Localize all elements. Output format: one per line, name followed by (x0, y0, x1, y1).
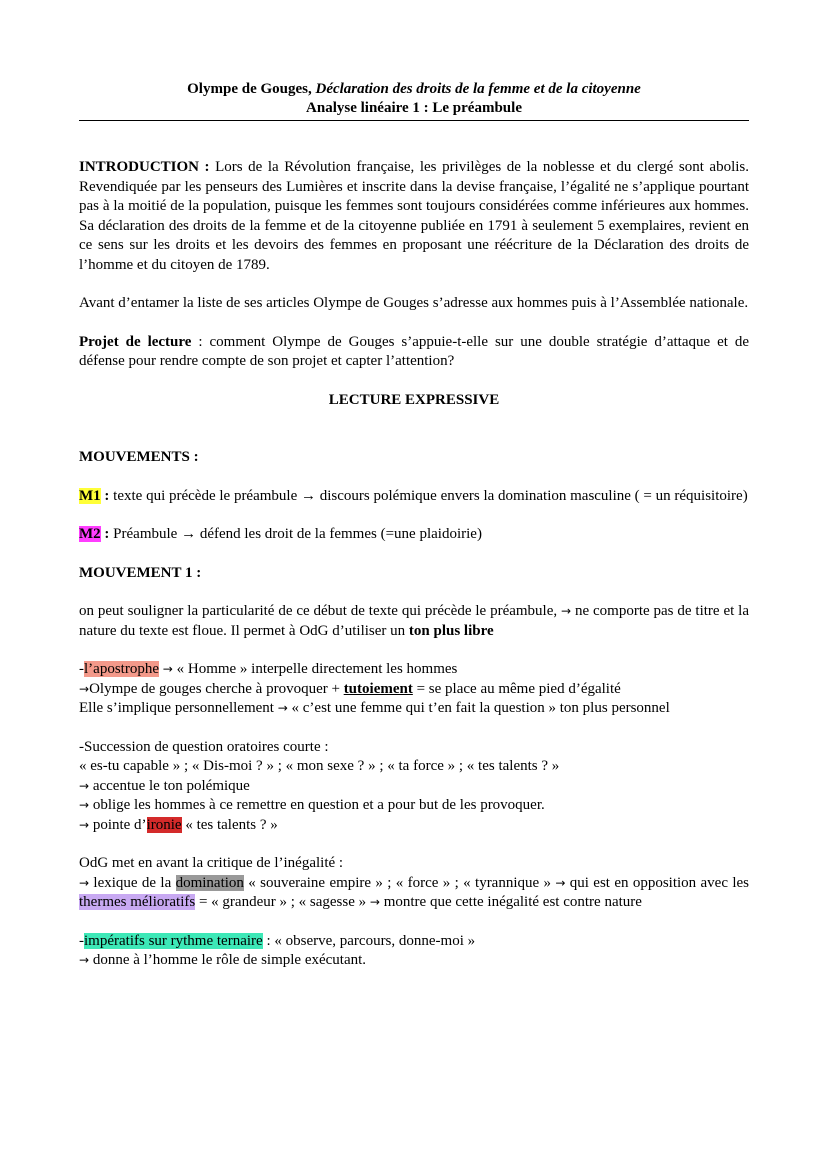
document-header (79, 80, 749, 118)
ton-plus-libre: ton plus libre (408, 622, 494, 639)
arrow-icon: → (158, 662, 173, 676)
questions-line-3: → accentue le ton polémique (79, 777, 250, 794)
inegalite-line-1: OdG met en avant la critique de l’inégalité : (79, 855, 344, 871)
questions-line-2: « es-tu capable » ; « Dis-moi ? » ; « mon sexe ? » ; « ta force » ; « tes talents ? » (79, 758, 560, 774)
thermes-melioratifs-highlight: thermes mélioratifs (79, 894, 196, 910)
arrow-icon: → (369, 895, 380, 909)
ironie-highlight: ironie (146, 816, 182, 833)
document-body (79, 158, 749, 971)
arrow-icon: → (79, 875, 90, 890)
apostrophe-line-3: Elle s’implique personnellement → « c’est une femme qui t’en fait la question » ton plus personnel (79, 700, 670, 716)
arrow-icon: → (79, 681, 90, 696)
mouvements-heading: MOUVEMENTS : (79, 449, 199, 465)
projet-label: Projet de lecture (79, 333, 192, 350)
questions-line-4: → oblige les hommes à ce remettre en question et a pour but de les provoquer. (79, 797, 545, 813)
questions-line-1: -Succession de question oratoires courte : (79, 738, 329, 755)
apostrophe-line-2: →Olympe de gouges cherche à provoquer + tutoiement = se place au même pied d’égalité (79, 680, 621, 697)
imperatifs-line-2: → donne à l’homme le rôle de simple exécutant. (79, 952, 367, 968)
lecture-heading: LECTURE EXPRESSIVE (328, 391, 500, 408)
imperatifs-line-1: -impératifs sur rythme ternaire : « observe, parcours, donne-moi » (79, 932, 476, 949)
m2-paragraph: M2 : Préambule → défend les droit de la femmes (=une plaidoirie) (79, 526, 482, 542)
arrow-icon: → (277, 701, 288, 715)
author-name: Olympe de Gouges, (187, 81, 316, 97)
tutoiement: tutoiement (343, 680, 413, 697)
arrow-icon: → (79, 798, 90, 812)
arrow-icon: → (561, 604, 572, 618)
arrow-icon: → (79, 817, 90, 832)
m2-label: M2 (79, 526, 101, 542)
arrow-icon: → (79, 953, 90, 967)
arrow-icon: → (79, 778, 90, 793)
questions-line-5: → pointe d’ironie « tes talents ? » (79, 816, 278, 833)
apostrophe-line-1: -l’apostrophe → « Homme » interpelle directement les hommes (79, 661, 458, 677)
introduction-text: Lors de la Révolution française, les privilèges de la noblesse et du clergé sont abolis. Revendiquée par les penseurs des Lumières et inscrite dans la devise française, l’égalité ne s’applique pourtant pas à la moitié de la population, puisque les femmes sont toujours considérées comme inférieures aux hommes. Sa déclaration des droits de la femme et de la citoyenne publiée en 1791 à seulement 5 exemplaires, revient en ce sens sur les droits et les devoirs des femmes en proposant une réécriture de la Déclaration des droits de l’homme et du citoyen de 1789. (79, 159, 749, 273)
projet-paragraph (79, 333, 749, 372)
m1-intro-paragraph: on peut souligner la particularité de ce début de texte qui précède le préambule, → ne comporte pas de titre et la nature du texte est floue. Il permet à OdG d’utiliser un ton plus libre (79, 603, 749, 639)
inegalite-paragraph: → lexique de la domination « souveraine empire » ; « force » ; « tyrannique » → qui est en opposition avec les thermes mélioratifs = « grandeur » ; « sagesse » → montre que cette inégalité est contre nature (79, 874, 749, 910)
arrow-icon: → (181, 526, 197, 542)
header-rule (79, 120, 749, 121)
introduction-label: INTRODUCTION : (79, 159, 210, 175)
header-line-1 (79, 80, 749, 99)
imperatifs-highlight: impératifs sur rythme ternaire (84, 932, 263, 949)
mouvement1-heading: MOUVEMENT 1 : (79, 564, 202, 581)
domination-highlight: domination (175, 874, 244, 891)
arrow-icon: → (301, 487, 316, 504)
avant-paragraph: Avant d’entamer la liste de ses articles Olympe de Gouges s’adresse aux hommes puis à l’Assemblée nationale. (79, 295, 749, 311)
arrow-icon: → (555, 875, 566, 890)
header-line-2: Analyse linéaire 1 : Le préambule (306, 100, 522, 116)
apostrophe-highlight: l’apostrophe (84, 661, 159, 677)
m1-label: M1 (79, 487, 101, 504)
m1-paragraph: M1 : texte qui précède le préambule → discours polémique envers la domination masculine ( = un réquisitoire) (79, 487, 748, 504)
introduction-paragraph (79, 158, 749, 275)
work-title: Déclaration des droits de la femme et de la citoyenne (315, 81, 641, 97)
projet-text: : comment Olympe de Gouges s’appuie-t-elle sur une double stratégie d’attaque et de défense pour rendre compte de son projet et capter l’attention? (79, 333, 749, 369)
